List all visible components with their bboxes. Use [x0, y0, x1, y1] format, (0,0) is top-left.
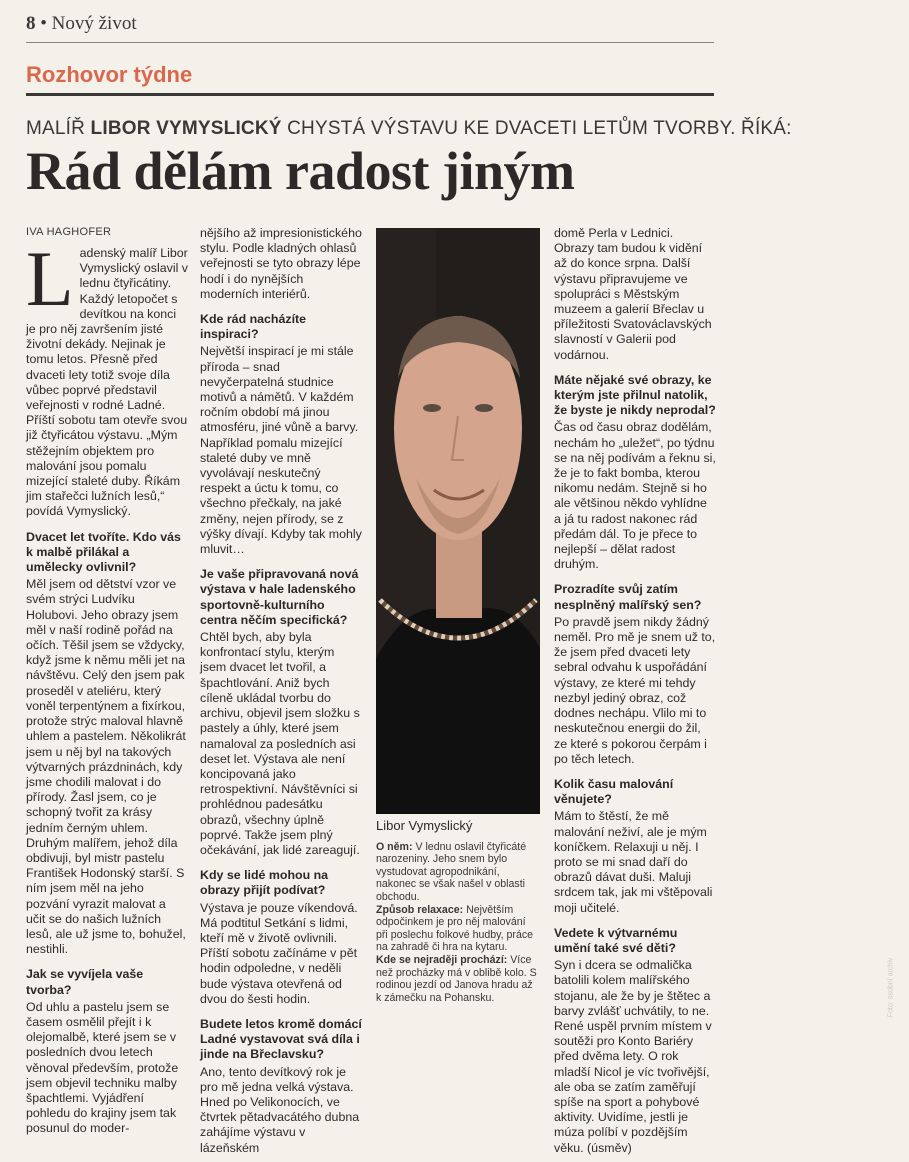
newspaper-name: Nový život [51, 13, 137, 34]
question: Jak se vyvíjela vaše tvorba? [26, 967, 144, 997]
question: Budete letos kromě domácí Ladné vystavovat svá díla i jinde na Břeclavsku? [200, 1016, 362, 1062]
caption-name: Libor Vymyslický [376, 818, 473, 833]
intro-text: adenský malíř Libor Vymyslický oslavil v lednu čtyřicátiny. Každý letopočet s devítkou na konci je pro něj završením jisté životní dekády. Nejinak je tomu letos. Přesně před dvaceti lety totiž svoje díla vůbec poprvé představil veřejnosti v rodné Ladné. Příští sobotu tam otevře svou již čtyřicátou výstavu. „Mým stěžejním objektem pro malování jsou pomalu mizející staleté duby. Říkám jim stařečci lužních lesů,“ povídá Vymyslický. [26, 246, 188, 519]
question: Máte nějaké své obrazy, ke kterým jste přilnul natolik, že byste je nikdy neprodal? [554, 372, 716, 418]
section-divider [26, 93, 714, 96]
photo-credit: Foto: osobní archiv [887, 957, 895, 1018]
section-title: Rozhovor týdne [26, 62, 193, 87]
caption-about: O něm: V lednu oslavil čtyřicáté narozeniny. Jeho snem bylo vystudovat agropodnikání, nakonec se však našel v oblasti obchodu. [376, 840, 527, 903]
drop-cap: L [26, 235, 74, 322]
answer: Výstava je pouze víkendová. Má podtitul Setkání s lidmi, kteří mě v životě ovlivnili. Příští sobotu začínáme v pět hodin odpoledne, v neděli bude výstava otevřená od dvou do šesti hodin. [200, 900, 358, 1006]
headline: Rád dělám radost jiným [26, 141, 575, 201]
kicker-post: CHYSTÁ VÝSTAVU KE DVACETI LETŮM TVORBY. ŘÍKÁ: [281, 118, 792, 139]
answer: Největší inspirací je mi stále příroda – snad nevyčerpatelná studnice motivů a námětů. V každém ročním období má jinou atmosféru, jiné vůně a barvy. Například pomalu mizející staleté duby ve mně vyvolávají neskutečný respekt a úctu k tomu, co všechno přečkaly, na jaké změny, nejen přírody, se z výšky dívají. Kdyby tak mohly mluvit… [200, 344, 362, 557]
caption-walks: Kde se nejraději prochází: Více než procházky má v oblibě kolo. S rodinou jezdí od Janova hradu až k zámečku na Pohansku. [376, 953, 537, 1004]
question: Dvacet let tvoříte. Kdo vás k malbě přilákal a umělecky ovlivnil? [26, 529, 181, 575]
question: Kdy se lidé mohou na obrazy přijít podívat? [200, 868, 329, 898]
answer: Syn i dcera se odmalička batolili kolem malířského stojanu, ale že by je štětec a barvy zvlášť uchvátily, to ne. René uspěl prvním místem v soutěži pro Konto Bariéry před dvěma lety. O rok mladší Nicol je víc tvořivější, ale oba se zatím zaměřují spíše na sport a pohybové aktivity. Uvidíme, jestli je múza políbí v pozdějším věku. (úsměv) [554, 958, 712, 1155]
page-number: 8 [26, 13, 36, 34]
intro-paragraph [26, 235, 188, 520]
kicker [26, 118, 792, 140]
column-1 [26, 235, 188, 1143]
answer: Mám to štěstí, že mě malování neživí, ale je mým koníčkem. Relaxuji u něj. I proto se mi snad daří do obrazů dávat duši. Maluji srdcem tak, jak mi vštěpovali moji učitelé. [554, 809, 713, 915]
page-header [26, 13, 137, 35]
byline: IVA HAGHOFER [26, 226, 112, 238]
header-divider [26, 42, 714, 43]
answer: domě Perla v Lednici. Obrazy tam budou k vidění až do konce srpna. Další výstavu připravujeme ve spolupráci s Městským muzeem a galerií Břeclav u příležitosti Svatováclavských slavností v Galerii pod vodárnou. [554, 226, 712, 362]
question: Vedete k výtvarnému umění také své děti? [554, 925, 678, 955]
question: Prozradíte svůj zatím nesplněný malířský sen? [554, 582, 702, 612]
answer: Měl jsem od dětství vzor ve svém strýci Ludvíku Holubovi. Jeho obrazy jsem měl v naší rodině pořád na očích. Těšil jsem se vždycky, když jsme k němu měli jet na návštěvu. Celý den jsem pak proseděl v ateliéru, který voněl terpentýnem a fixírkou, protože strýc maloval hlavně uhlem a pastelem. Několikrát jsem u něj byl na takových výtvarných prázdninách, kdy jsme chodili malovat i do přírody. Žasl jsem, co je schopný tvořit za krásy jedním černým uhlem. Druhým malířem, jehož díla obdivuji, byl mistr pastelu František Hodonský starší. S ním jsem měl na jeho pozvání vyrazit malovat a učit se do našich lužních lesů, ale už jsme to, bohužel, nestihli. [26, 577, 186, 957]
question: Kolik času malování věnujete? [554, 776, 674, 807]
column-4 [554, 226, 716, 1162]
photo-caption [376, 820, 540, 1004]
question: Kde rád nacházíte inspiraci? [200, 312, 307, 342]
answer: Ano, tento devítkový rok je pro mě jedna velká výstava. Hned po Velikonocích, ve čtvrtek pětadvacátého dubna zahájíme výstavu v lázeňském [200, 1064, 360, 1155]
answer: Chtěl bych, aby byla konfrontací stylu, kterým jsem dvacet let tvořil, a špachtlování. Aniž bych cíleně ukládal tvorbu do archivu, objevil jsem složku s pastely a úhly, které jsem namaloval za posledních asi deset let. Výstava ale není koncipovaná jako retrospektivní. Návštěvníci si prohlédnou padesátku obrazů, všechny úplně poprvé. Takže jsem plný očekávání, jak lidé zareagují. [200, 630, 360, 857]
column-2 [200, 226, 362, 1162]
question: Je vaše připravovaná nová výstava v hale ladenského sportovně-kulturního centra něčím specifická? [200, 567, 359, 627]
answer: Od uhlu a pastelu jsem se časem osmělil přejít i k olejomalbě, které jsem se v posledních dvou letech věnoval především, protože jsem objevil techniku malby špachtlemi. Vyjádření pohledu do krajiny jsem tak posunul do moder- [26, 999, 179, 1136]
kicker-name: LIBOR VYMYSLICKÝ [90, 118, 282, 139]
answer: nějšího až impresionistického stylu. Podle kladných ohlasů veřejnosti se tyto obrazy lépe hodí i do nynějších moderních interiérů. [200, 226, 362, 301]
portrait-illustration [376, 228, 540, 814]
caption-relax: Způsob relaxace: Největším odpočinkem je pro něj malování při poslechu folkové hudby, práce na zahradě či hra na kytaru. [376, 903, 534, 954]
kicker-pre: MALÍŘ [26, 118, 91, 139]
answer: Čas od času obraz dodělám, nechám ho „uležet“, po týdnu se na něj podívám a řeknu si, že je to fakt bomba, kterou nikomu nedám. Stejně si ho ale většinou někdo vyhlídne a já tu radost nakonec rád předám dál. To je přece to nejlepší – dělat radost druhým. [554, 420, 716, 572]
header-separator: • [40, 13, 47, 34]
answer: Po pravdě jsem nikdy žádný neměl. Pro mě je snem už to, že jsem před dvaceti lety sebral odvahu k uspořádání výstavy, ze které mi tehdy nezbyl jediný obraz, což dodnes nechápu. Vlilo mi to neskutečnou energii do žil, ze které s pokorou čerpám i po těch letech. [554, 614, 716, 766]
